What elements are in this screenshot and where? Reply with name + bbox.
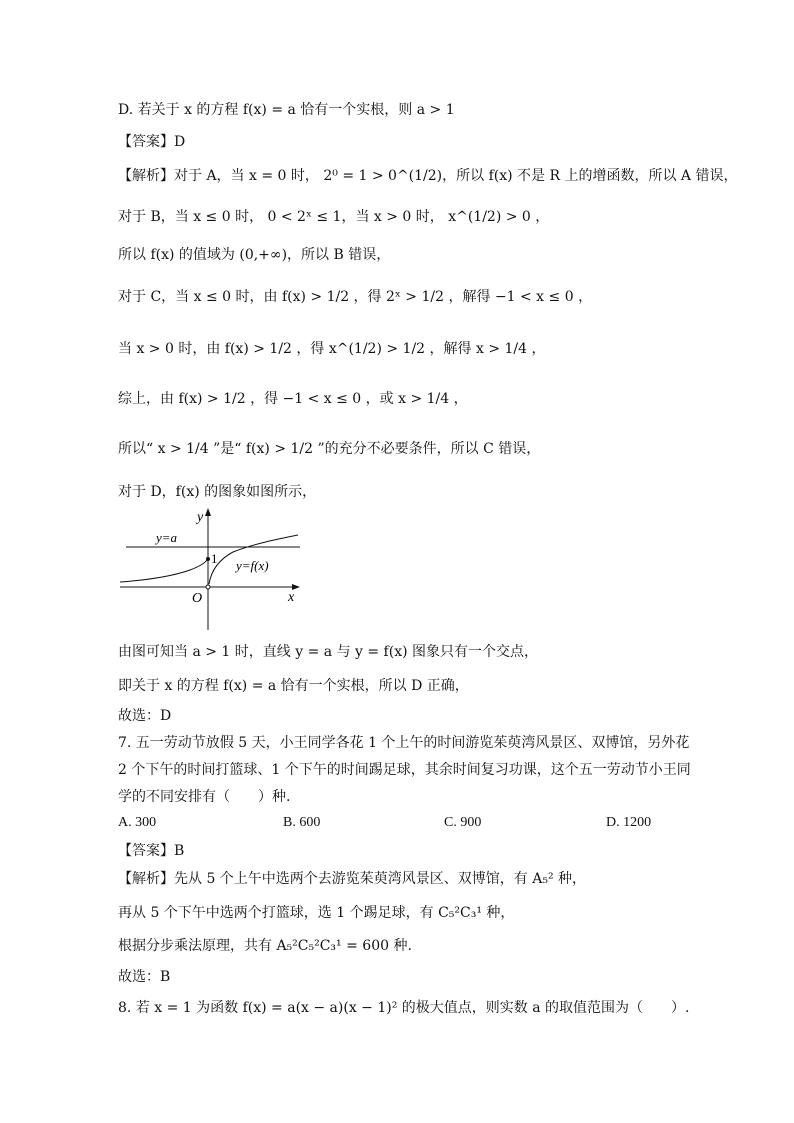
one-label: 1 [211,551,218,566]
answer-label-2: 【答案】 [118,843,174,859]
jiexi-c4: 所以“ x > 1/4 ”是“ f(x) > 1/2 ”的充分不必要条件，所以 C 错误， [118,441,541,457]
function-graph [118,504,308,632]
x-axis-label: x [288,590,295,605]
line-label: y=a [156,530,178,545]
jiexi-c2: 当 x > 0 时，由 f(x) > 1/2 ，得 x^(1/2) > 1/2 ，解得 x > 1/4 ， [118,341,546,357]
q7-jiexi-2: 再从 5 个下午中选两个打篮球，选 1 个踢足球，有 C₅²C₃¹ 种， [118,905,515,921]
q7-line-3: 学的不同安排有（ ）种. [118,789,291,805]
q7-option-a: A. 300 [118,815,157,830]
q7-option-b: B. 600 [283,815,321,830]
answer-line-2 [118,841,184,861]
curve-left [120,560,207,582]
y-axis-arrow-icon [205,508,211,516]
q7-line-2: 2 个下午的时间打篮球、1 个下午的时间踢足球，其余时间复习功课，这个五一劳动节小王同 [118,762,691,778]
jiexi-c1: 对于 C，当 x ≤ 0 时，由 f(x) > 1/2 ，得 2ˣ > 1/2 ，解得 −1 < x ≤ 0 ， [118,289,593,305]
q7-option-d: D. 1200 [606,815,652,830]
option-d: D. 若关于 x 的方程 f(x) = a 恰有一个实根，则 a > 1 [118,102,455,118]
answer-line [118,132,185,152]
answer-value-2: B [174,843,185,859]
jiexi-b2: 所以 f(x) 的值域为 (0,+∞)，所以 B 错误， [118,247,391,263]
q8-line-1: 8. 若 x = 1 为函数 f(x) = a(x − a)(x − 1)² 的极大值点，则实数 a 的取值范围为（ ）. [118,1000,690,1016]
answer-value: D [174,134,186,150]
y-axis-label: y [197,510,204,525]
q7-jiexi-3: 根据分步乘法原理，共有 A₅²C₅²C₃¹ = 600 种. [118,938,412,954]
answer-label: 【答案】 [118,134,174,150]
origin-open-point [206,585,210,589]
q7-jiexi-1: 【解析】先从 5 个上午中选两个去游览茱萸湾风景区、双博馆，有 A₅² 种， [118,871,587,887]
q7-option-c: C. 900 [444,815,482,830]
jiexi-label: 【解析】 [118,168,174,184]
jiexi-label-2: 【解析】 [118,871,174,887]
guxuan-2: 故选：B [118,969,171,985]
jiexi-c3: 综上，由 f(x) > 1/2 ，得 −1 < x ≤ 0 ，或 x > 1/4 ， [118,391,468,407]
guxuan-1: 故选：D [118,708,172,724]
jiexi-a: 【解析】对于 A，当 x = 0 时， 2⁰ = 1 > 0^(1/2)，所以 f(x) 不是 R 上的增函数，所以 A 错误， [118,168,738,184]
origin-label: O [192,591,203,606]
curve-label: y=f(x) [236,558,269,573]
jiexi-d3: 即关于 x 的方程 f(x) = a 恰有一个实根，所以 D 正确， [118,678,469,694]
point-zero-one [206,557,210,561]
jiexi-d2: 由图可知当 a > 1 时，直线 y = a 与 y = f(x) 图象只有一个交点， [118,644,539,660]
jiexi-d1: 对于 D，f(x) 的图象如图所示， [118,484,317,500]
jiexi-b: 对于 B，当 x ≤ 0 时， 0 < 2ˣ ≤ 1，当 x > 0 时， x^(1/2) > 0 ， [118,209,550,225]
q7-line-1: 7. 五一劳动节放假 5 天，小王同学各花 1 个上午的时间游览茱萸湾风景区、双博馆，另外花 [118,735,690,751]
